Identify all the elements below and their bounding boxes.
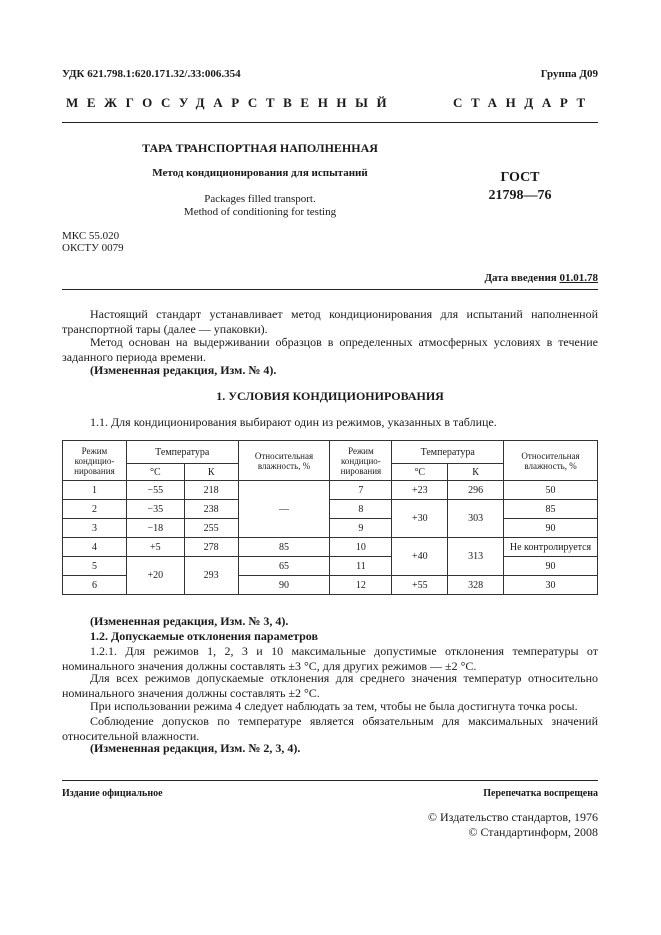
header-mode-left: Режим кондиционирования [63,441,127,481]
banner-right: СТАНДАРТ [453,95,594,110]
banner-left: МЕЖГОСУДАРСТВЕННЫЙ [66,95,396,110]
section-1-title: 1. УСЛОВИЯ КОНДИЦИОНИРОВАНИЯ [216,389,444,403]
table-cell: 4 [63,538,127,557]
table-cell: +20 [126,557,184,595]
header-temp-right: Температура [392,441,504,464]
reprint-notice: Перепечатка воспрещена [483,788,598,799]
conditioning-table [62,440,598,595]
paragraph-all-modes: Для всех режимов допускаемые отклонения для среднего значения температур относительно номинального значения должны составлять ±2 °С. [62,671,598,700]
table-cell: 90 [504,557,598,576]
revision-note-2: (Измененная редакция, Изм. № 2, 3, 4). [90,741,301,755]
table-cell: 278 [184,538,238,557]
table-cell: −35 [126,500,184,519]
table-cell: −18 [126,519,184,538]
table-cell: 238 [184,500,238,519]
table-cell: 255 [184,519,238,538]
paragraph-mode-4: При использовании режима 4 следует наблюдать за тем, чтобы не была достигнута точка росы. [90,699,578,713]
table-cell: 12 [330,576,392,595]
table-cell: 5 [63,557,127,576]
group-code: Группа Д09 [540,68,598,80]
table-cell: 293 [184,557,238,595]
table-cell: 8 [330,500,392,519]
table-cell: Не контролируется [504,538,598,557]
table-cell: 296 [448,481,504,500]
gost-label: ГОСТ [500,170,540,185]
intro-date [484,272,598,284]
okstu-code: ОКСТУ 0079 [62,242,124,254]
official-edition: Издание официальное [62,788,163,799]
paragraph-tolerance: Соблюдение допусков по температуре является обязательным для максимальных значений относительной влажности. [62,714,598,743]
date-rule [62,289,598,290]
table-cell: 85 [504,500,598,519]
table-cell: 303 [448,500,504,538]
paragraph-1-2-1: 1.2.1. Для режимов 1, 2, 3 и 10 максимальные допустимые отклонения температуры от номинального значения должны составлять ±3 °С, для других режимов — ±2 °С. [62,644,598,673]
table-cell: 50 [504,481,598,500]
gost-number: 21798—76 [488,188,552,203]
table-cell: 6 [63,576,127,595]
header-mode-right: Режим кондиционирования [330,441,392,481]
table-cell: 90 [504,519,598,538]
doc-title-en-line1: Packages filled transport. [204,193,316,205]
header-c-left: °С [126,464,184,481]
doc-title-en-line2: Method of conditioning for testing [183,206,337,218]
table-cell: 218 [184,481,238,500]
intro-paragraph-2: Метод основан на выдерживании образцов в определенных атмосферных условиях в течение заданного периода времени. [62,335,598,364]
table-cell: 1 [63,481,127,500]
copyright-2: © Стандартинформ, 2008 [468,825,598,839]
header-k-left: К [184,464,238,481]
header-temp-left: Температура [126,441,238,464]
table-cell: 30 [504,576,598,595]
table-cell: 2 [63,500,127,519]
table-cell: +5 [126,538,184,557]
intro-revision: (Измененная редакция, Изм. № 4). [90,363,277,377]
table-cell: 65 [238,557,330,576]
intro-paragraph-1: Настоящий стандарт устанавливает метод кондиционирования для испытаний наполненной транспортной тары (далее — упаковки). [62,307,598,336]
section-1-2-heading: 1.2. Допускаемые отклонения параметров [90,629,318,643]
table-cell: 10 [330,538,392,557]
section-1-paragraph: 1.1. Для кондиционирования выбирают один из режимов, указанных в таблице. [90,415,497,429]
table-cell: 9 [330,519,392,538]
table-cell: 85 [238,538,330,557]
header-humidity-right: Относительная влажность, % [504,441,598,481]
header-c-right: °С [392,464,448,481]
header-k-right: К [448,464,504,481]
doc-title: ТАРА ТРАНСПОРТНАЯ НАПОЛНЕННАЯ [142,141,378,155]
table-cell: +30 [392,500,448,538]
table-cell: 313 [448,538,504,576]
mks-code: МКС 55.020 [62,230,120,242]
udk-code: УДК 621.798.1:620.171.32/.33:006.354 [62,68,241,80]
copyright-1: © Издательство стандартов, 1976 [427,810,598,824]
header-humidity-left: Относительная влажность, % [238,441,330,481]
table-cell: +23 [392,481,448,500]
intro-date-label: Дата введения [484,272,557,284]
table-cell: −55 [126,481,184,500]
header-rule [62,122,598,123]
revision-note-1: (Измененная редакция, Изм. № 3, 4). [90,614,289,628]
table-cell: 7 [330,481,392,500]
table-cell: — [238,481,330,538]
table-cell: 90 [238,576,330,595]
table-cell: 3 [63,519,127,538]
table-cell: 11 [330,557,392,576]
table-cell: 328 [448,576,504,595]
intro-date-value: 01.01.78 [559,272,598,284]
footer-rule [62,780,598,781]
table-cell: +55 [392,576,448,595]
table-cell: +40 [392,538,448,576]
doc-subtitle: Метод кондиционирования для испытаний [152,167,368,179]
